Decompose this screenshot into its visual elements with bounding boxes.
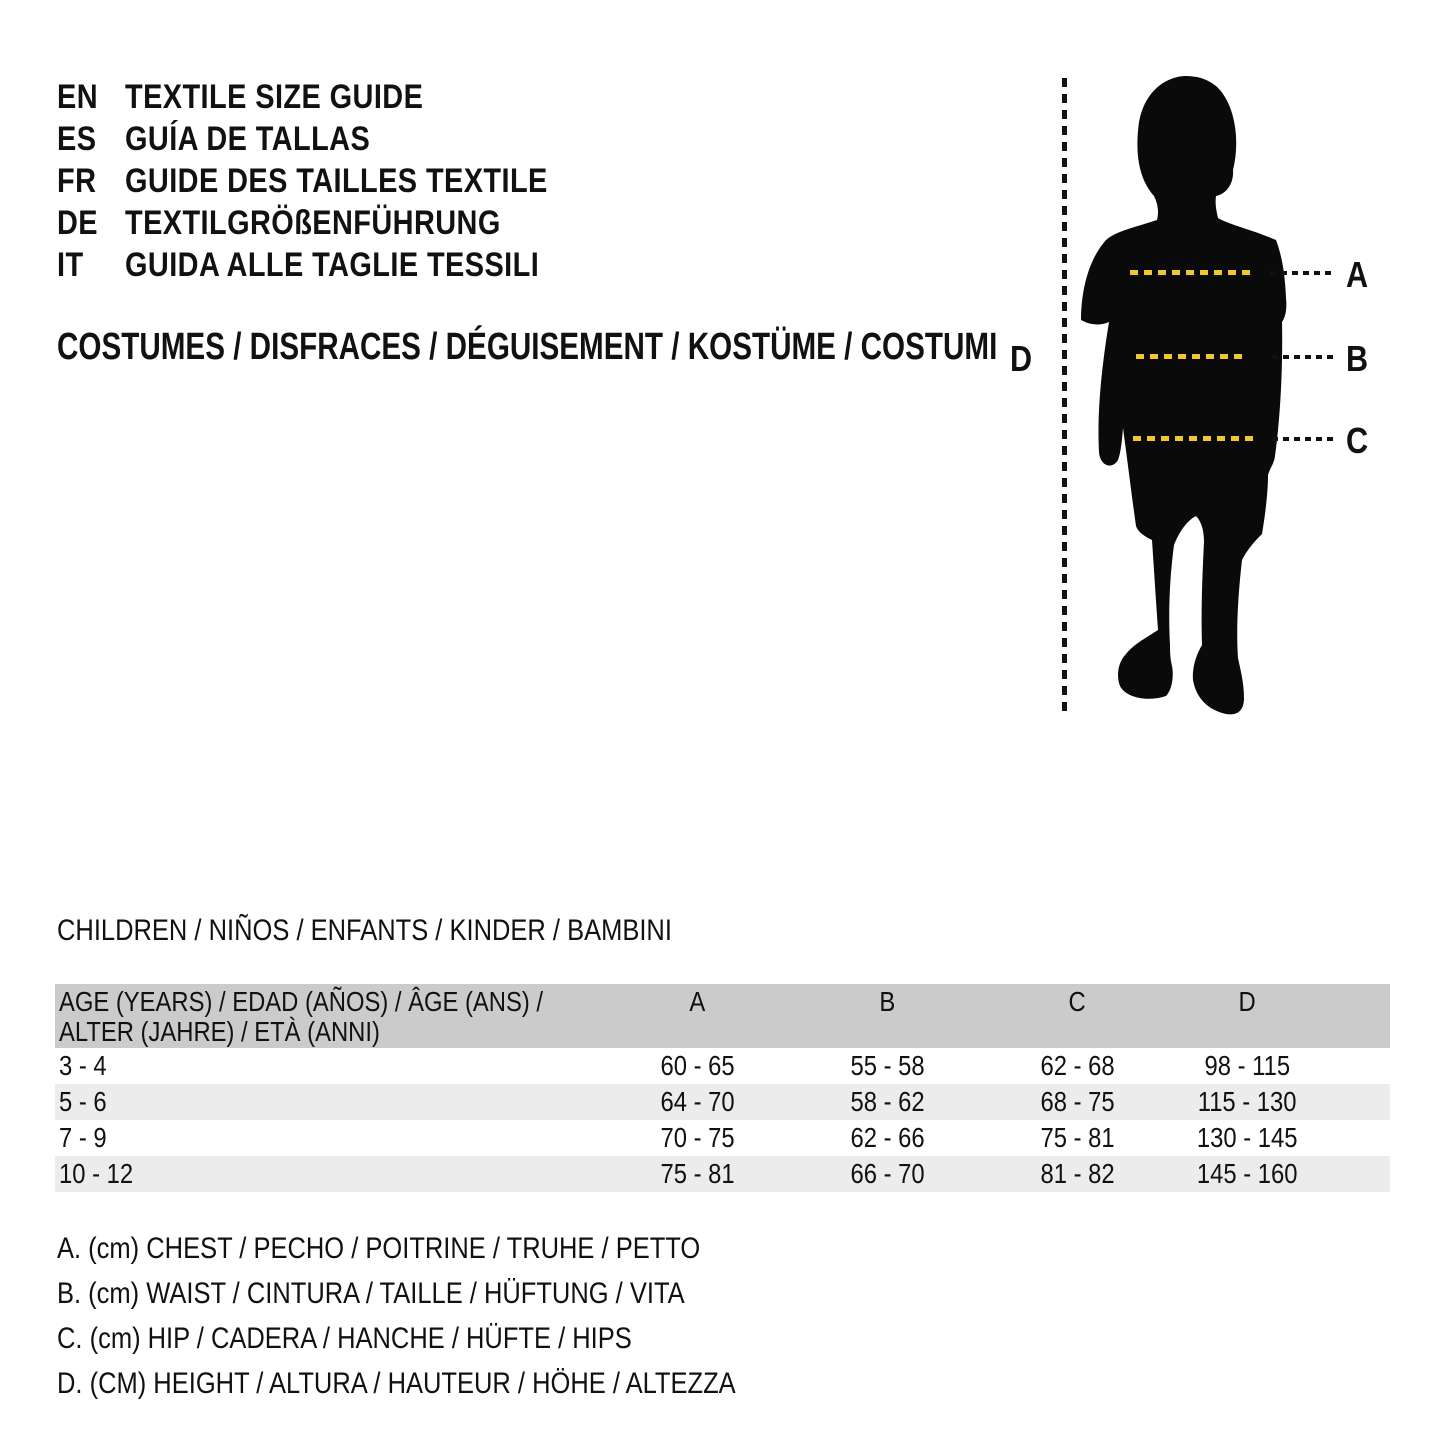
waist-cell: 66 - 70 xyxy=(850,1158,925,1189)
table-row xyxy=(55,1084,1390,1120)
lang-label: TEXTILE SIZE GUIDE xyxy=(125,77,424,116)
chest-cell: 64 - 70 xyxy=(660,1086,735,1117)
lang-code: DE xyxy=(57,203,98,242)
table-header-row xyxy=(55,984,1390,1048)
language-list xyxy=(57,76,622,286)
age-cell: 5 - 6 xyxy=(59,1086,107,1117)
table-row xyxy=(55,1048,1390,1084)
waist-dashed-line xyxy=(1136,354,1248,359)
hip-dashed-line xyxy=(1133,436,1253,441)
legend-waist: B. (cm) WAIST / CINTURA / TAILLE / HÜFTUNG / VITA xyxy=(57,1276,685,1310)
lang-row-it xyxy=(57,244,622,286)
column-header-a: A xyxy=(689,986,706,1017)
lang-row-de xyxy=(57,202,622,244)
measure-label-b: B xyxy=(1345,338,1369,379)
hip-cell: 81 - 82 xyxy=(1040,1158,1115,1189)
age-cell: 7 - 9 xyxy=(59,1122,107,1153)
column-header-d: D xyxy=(1238,986,1257,1017)
table-row xyxy=(55,1156,1390,1192)
chest-cell: 70 - 75 xyxy=(660,1122,735,1153)
children-section-title: CHILDREN / NIÑOS / ENFANTS / KINDER / BAMBINI xyxy=(57,914,672,947)
lang-row-es xyxy=(57,118,622,160)
lang-label: GUIDA ALLE TAGLIE TESSILI xyxy=(125,245,540,284)
lang-label: GUIDE DES TAILLES TEXTILE xyxy=(125,161,548,200)
age-cell: 10 - 12 xyxy=(59,1158,134,1189)
page-title: COSTUMES / DISFRACES / DÉGUISEMENT / KOSTÜME / COSTUMI xyxy=(57,326,998,368)
height-cell: 115 - 130 xyxy=(1198,1086,1297,1117)
waist-cell: 58 - 62 xyxy=(850,1086,925,1117)
legend-chest: A. (cm) CHEST / PECHO / POITRINE / TRUHE / PETTO xyxy=(57,1231,701,1265)
hip-cell: 62 - 68 xyxy=(1040,1050,1115,1081)
legend-hip: C. (cm) HIP / CADERA / HANCHE / HÜFTE / HIPS xyxy=(57,1321,632,1355)
legend-height: D. (CM) HEIGHT / ALTURA / HAUTEUR / HÖHE / ALTEZZA xyxy=(57,1366,736,1400)
child-silhouette xyxy=(1081,76,1286,714)
waist-dotted-leader xyxy=(1272,355,1334,359)
measure-label-a: A xyxy=(1345,254,1369,295)
lang-code: ES xyxy=(57,119,97,158)
measure-label-c: C xyxy=(1345,420,1369,461)
chest-cell: 75 - 81 xyxy=(660,1158,735,1189)
hip-dotted-leader xyxy=(1272,437,1334,441)
height-cell: 130 - 145 xyxy=(1197,1122,1298,1153)
lang-row-fr xyxy=(57,160,622,202)
waist-cell: 55 - 58 xyxy=(850,1050,925,1081)
lang-row-en xyxy=(57,76,622,118)
table-row xyxy=(55,1120,1390,1156)
hip-cell: 75 - 81 xyxy=(1040,1122,1115,1153)
measure-label-d: D xyxy=(1009,338,1033,379)
child-silhouette-figure xyxy=(1068,70,1398,720)
height-dotted-line xyxy=(1062,78,1067,712)
height-cell: 145 - 160 xyxy=(1197,1158,1298,1189)
chest-cell: 60 - 65 xyxy=(660,1050,735,1081)
age-cell: 3 - 4 xyxy=(59,1050,107,1081)
column-header-b: B xyxy=(879,986,896,1017)
lang-code: EN xyxy=(57,77,98,116)
height-cell: 98 - 115 xyxy=(1204,1050,1291,1081)
chest-dashed-line xyxy=(1130,270,1256,275)
lang-code: FR xyxy=(57,161,97,200)
lang-label: TEXTILGRÖßENFÜHRUNG xyxy=(125,203,501,242)
size-table xyxy=(55,984,1390,1192)
age-column-header: AGE (YEARS) / EDAD (AÑOS) / ÂGE (ANS) / ALTER (JAHRE) / ETÀ (ANNI) xyxy=(59,986,544,1047)
child-silhouette-svg xyxy=(1068,70,1398,720)
column-header-c: C xyxy=(1068,986,1087,1017)
lang-code: IT xyxy=(57,245,84,284)
waist-cell: 62 - 66 xyxy=(850,1122,925,1153)
measurement-legend xyxy=(57,1226,855,1406)
chest-dotted-leader xyxy=(1270,271,1336,275)
lang-label: GUÍA DE TALLAS xyxy=(125,119,371,158)
hip-cell: 68 - 75 xyxy=(1040,1086,1115,1117)
